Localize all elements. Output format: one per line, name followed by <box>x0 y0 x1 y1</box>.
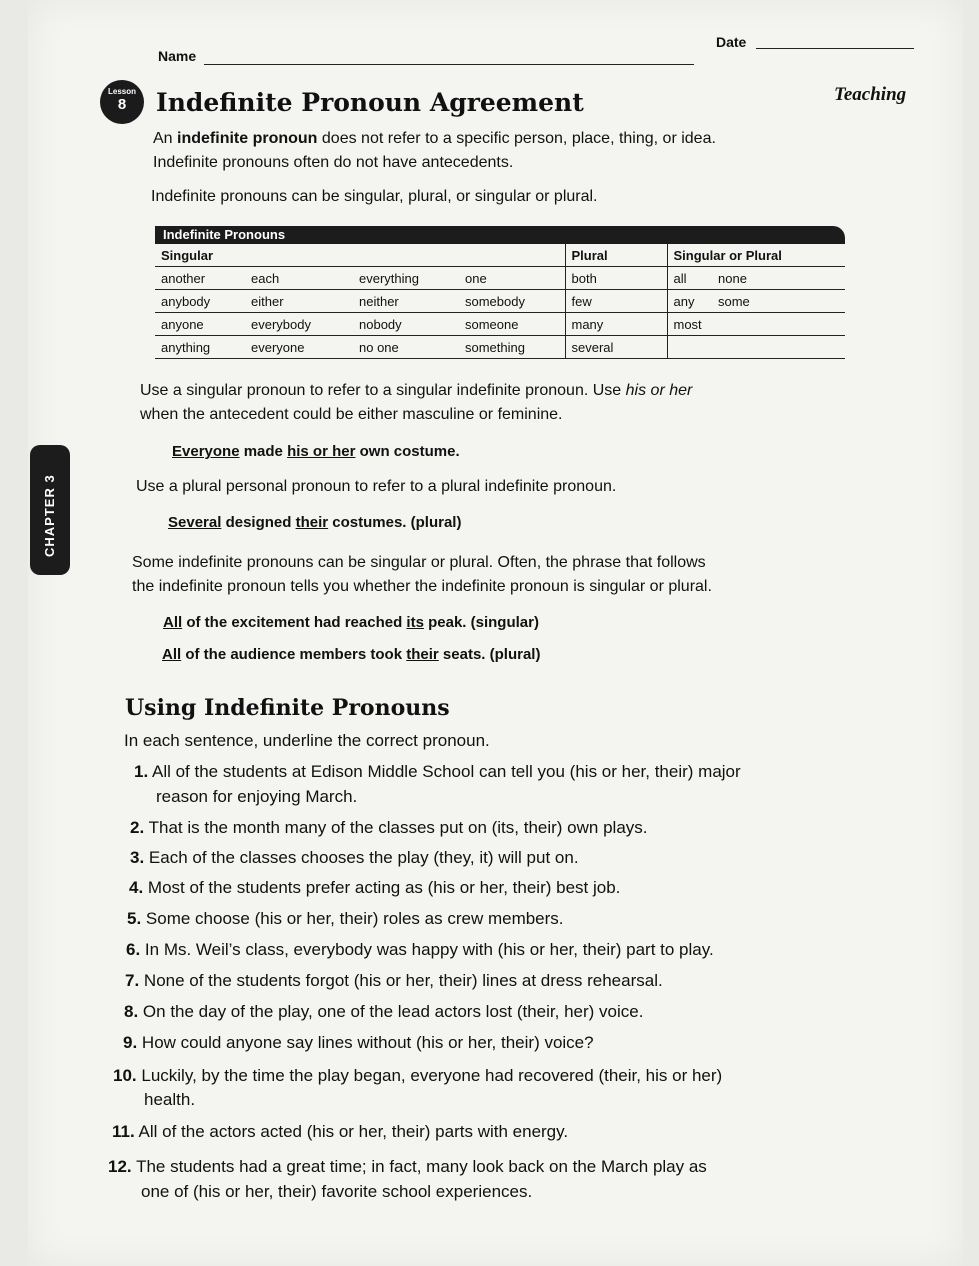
table-cell: many <box>565 313 667 336</box>
definition-prefix: An <box>153 130 173 147</box>
table-cell: all <box>667 267 712 290</box>
exercise-title: Using Indefinite Pronouns <box>125 695 450 721</box>
exercise-item-10[interactable] <box>113 1064 843 1088</box>
definition-line-2: Indefinite pronouns often do not have antecedents. <box>153 154 514 171</box>
pronoun-table <box>155 226 845 362</box>
example-3-antecedent: All <box>163 614 183 631</box>
table-cell: everybody <box>245 313 353 336</box>
item-text[interactable]: All of the actors acted (his or her, their) parts with energy. <box>138 1122 569 1141</box>
rule-either: Some indefinite pronouns can be singular or plural. Often, the phrase that follows <box>132 554 706 571</box>
item-number: 2. <box>130 818 145 837</box>
table-cell: someone <box>459 313 565 336</box>
table-cell: something <box>459 336 565 359</box>
example-3-text-end: peak. (singular) <box>428 614 539 631</box>
example-4-text-end: seats. (plural) <box>442 646 541 663</box>
definition-paragraph <box>153 128 833 150</box>
table-cell: anything <box>155 336 245 359</box>
exercise-item-4[interactable] <box>129 876 849 900</box>
item-number: 9. <box>123 1033 138 1052</box>
exercise-item-3[interactable] <box>130 846 850 870</box>
table-cell: none <box>712 267 845 290</box>
item-text[interactable]: In Ms. Weil’s class, everybody was happy with (his or her, their) part to play. <box>144 940 714 959</box>
item-number: 10. <box>113 1066 137 1085</box>
table-row <box>155 336 845 359</box>
table-cell: several <box>565 336 667 359</box>
item-number: 7. <box>125 971 140 990</box>
table-row <box>155 290 845 313</box>
item-text[interactable]: Luckily, by the time the play began, everyone had recovered (their, his or her) <box>141 1066 723 1085</box>
table-cell: everything <box>353 267 459 290</box>
example-2-text-end: costumes. (plural) <box>332 514 462 531</box>
table-cell: everyone <box>245 336 353 359</box>
example-2-pronoun: their <box>295 514 329 531</box>
name-line <box>204 64 694 65</box>
lesson-badge <box>100 80 144 124</box>
rule-singular-text: Use a singular pronoun to refer to a singular indefinite pronoun. Use <box>140 382 622 399</box>
example-2-antecedent: Several <box>168 514 222 531</box>
table-cell <box>712 313 845 336</box>
table-cell: no one <box>353 336 459 359</box>
table-cell: anybody <box>155 290 245 313</box>
item-number: 5. <box>127 909 142 928</box>
table-cell: nobody <box>353 313 459 336</box>
item-text[interactable]: How could anyone say lines without (his or her, their) voice? <box>141 1033 594 1052</box>
exercise-item-11[interactable] <box>112 1120 842 1144</box>
exercise-item-5[interactable] <box>127 907 847 931</box>
item-text[interactable]: All of the students at Edison Middle School can tell you (his or her, their) major <box>151 762 741 781</box>
item-number: 11. <box>112 1122 135 1141</box>
teaching-label: Teaching <box>834 84 907 105</box>
table-cell: most <box>667 313 712 336</box>
singular-or-plural-header: Singular or Plural <box>667 244 845 267</box>
item-text[interactable]: Each of the classes chooses the play (they, it) will put on. <box>148 848 579 867</box>
table-cell: both <box>565 267 667 290</box>
example-1-text: made <box>243 443 283 460</box>
example-4-pronoun: their <box>406 646 439 663</box>
table-cell: somebody <box>459 290 565 313</box>
item-number: 3. <box>130 848 145 867</box>
exercise-item-1-line-2[interactable]: reason for enjoying March. <box>156 787 358 806</box>
item-text[interactable]: On the day of the play, one of the lead actors lost (their, her) voice. <box>142 1002 644 1021</box>
table-cell: few <box>565 290 667 313</box>
exercise-instructions: In each sentence, underline the correct pronoun. <box>124 731 490 750</box>
table-cell <box>667 336 712 359</box>
item-text[interactable]: That is the month many of the classes put on (its, their) own plays. <box>148 818 648 837</box>
example-sentence-1 <box>172 443 460 460</box>
chapter-tab-label: CHAPTER 3 <box>42 474 57 557</box>
date-label: Date <box>716 34 747 50</box>
pronoun-types-line: Indefinite pronouns can be singular, plural, or singular or plural. <box>151 188 598 205</box>
rule-singular <box>140 380 840 402</box>
plural-header: Plural <box>565 244 667 267</box>
page-title: Indefinite Pronoun Agreement <box>156 88 584 117</box>
pronoun-table-caption-bar <box>155 226 845 244</box>
exercise-item-9[interactable] <box>123 1031 843 1055</box>
exercise-item-12-line-2[interactable]: one of (his or her, their) favorite school experiences. <box>141 1182 533 1201</box>
example-2-text: designed <box>225 514 292 531</box>
exercise-item-10-line-2[interactable]: health. <box>144 1090 196 1109</box>
example-sentence-2 <box>168 514 461 531</box>
table-cell: another <box>155 267 245 290</box>
table-cell: neither <box>353 290 459 313</box>
pronoun-table-caption: Indefinite Pronouns <box>163 227 286 242</box>
item-number: 12. <box>108 1157 132 1176</box>
rule-plural: Use a plural personal pronoun to refer to a plural indefinite pronoun. <box>136 478 617 495</box>
table-cell <box>712 336 845 359</box>
lesson-number: 8 <box>117 96 127 113</box>
item-number: 1. <box>134 762 149 781</box>
item-number: 8. <box>124 1002 139 1021</box>
item-text[interactable]: Most of the students prefer acting as (his or her, their) best job. <box>147 878 621 897</box>
chapter-tab <box>30 445 70 575</box>
example-1-text-end: own costume. <box>359 443 460 460</box>
item-text[interactable]: The students had a great time; in fact, many look back on the March play as <box>136 1157 707 1176</box>
item-number: 6. <box>126 940 141 959</box>
example-3-text: of the excitement had reached <box>186 614 403 631</box>
exercise-item-7[interactable] <box>125 969 845 993</box>
table-cell: one <box>459 267 565 290</box>
example-sentence-4 <box>162 646 540 663</box>
exercise-item-12[interactable] <box>108 1155 838 1179</box>
lesson-word: Lesson <box>107 87 136 96</box>
example-4-antecedent: All <box>162 646 182 663</box>
item-text[interactable]: Some choose (his or her, their) roles as crew members. <box>145 909 564 928</box>
exercise-item-2[interactable] <box>130 816 850 840</box>
example-3-pronoun: its <box>406 614 424 631</box>
definition-text: does not refer to a specific person, place, thing, or idea. <box>321 130 716 147</box>
definition-term: indefinite pronoun <box>177 130 318 147</box>
name-label: Name <box>158 48 197 64</box>
example-4-text: of the audience members took <box>185 646 403 663</box>
rule-either-line-2: the indefinite pronoun tells you whether the indefinite pronoun is singular or plural. <box>132 578 712 595</box>
table-cell: any <box>667 290 712 313</box>
rule-singular-emphasis: his or her <box>625 382 693 399</box>
rule-singular-line-2: when the antecedent could be either masculine or feminine. <box>140 406 563 423</box>
example-1-antecedent: Everyone <box>172 443 240 460</box>
pronoun-table-header-row <box>155 244 845 267</box>
table-cell: each <box>245 267 353 290</box>
table-cell: either <box>245 290 353 313</box>
example-1-pronoun: his or her <box>287 443 356 460</box>
date-line <box>756 48 914 49</box>
item-text[interactable]: None of the students forgot (his or her, their) lines at dress rehearsal. <box>143 971 663 990</box>
exercise-item-1[interactable] <box>134 760 854 784</box>
table-row <box>155 313 845 336</box>
table-row <box>155 267 845 290</box>
item-number: 4. <box>129 878 144 897</box>
example-sentence-3 <box>163 614 539 631</box>
table-cell: anyone <box>155 313 245 336</box>
exercise-item-6[interactable] <box>126 938 846 962</box>
table-cell: some <box>712 290 845 313</box>
exercise-item-8[interactable] <box>124 1000 844 1024</box>
singular-header: Singular <box>155 244 565 267</box>
